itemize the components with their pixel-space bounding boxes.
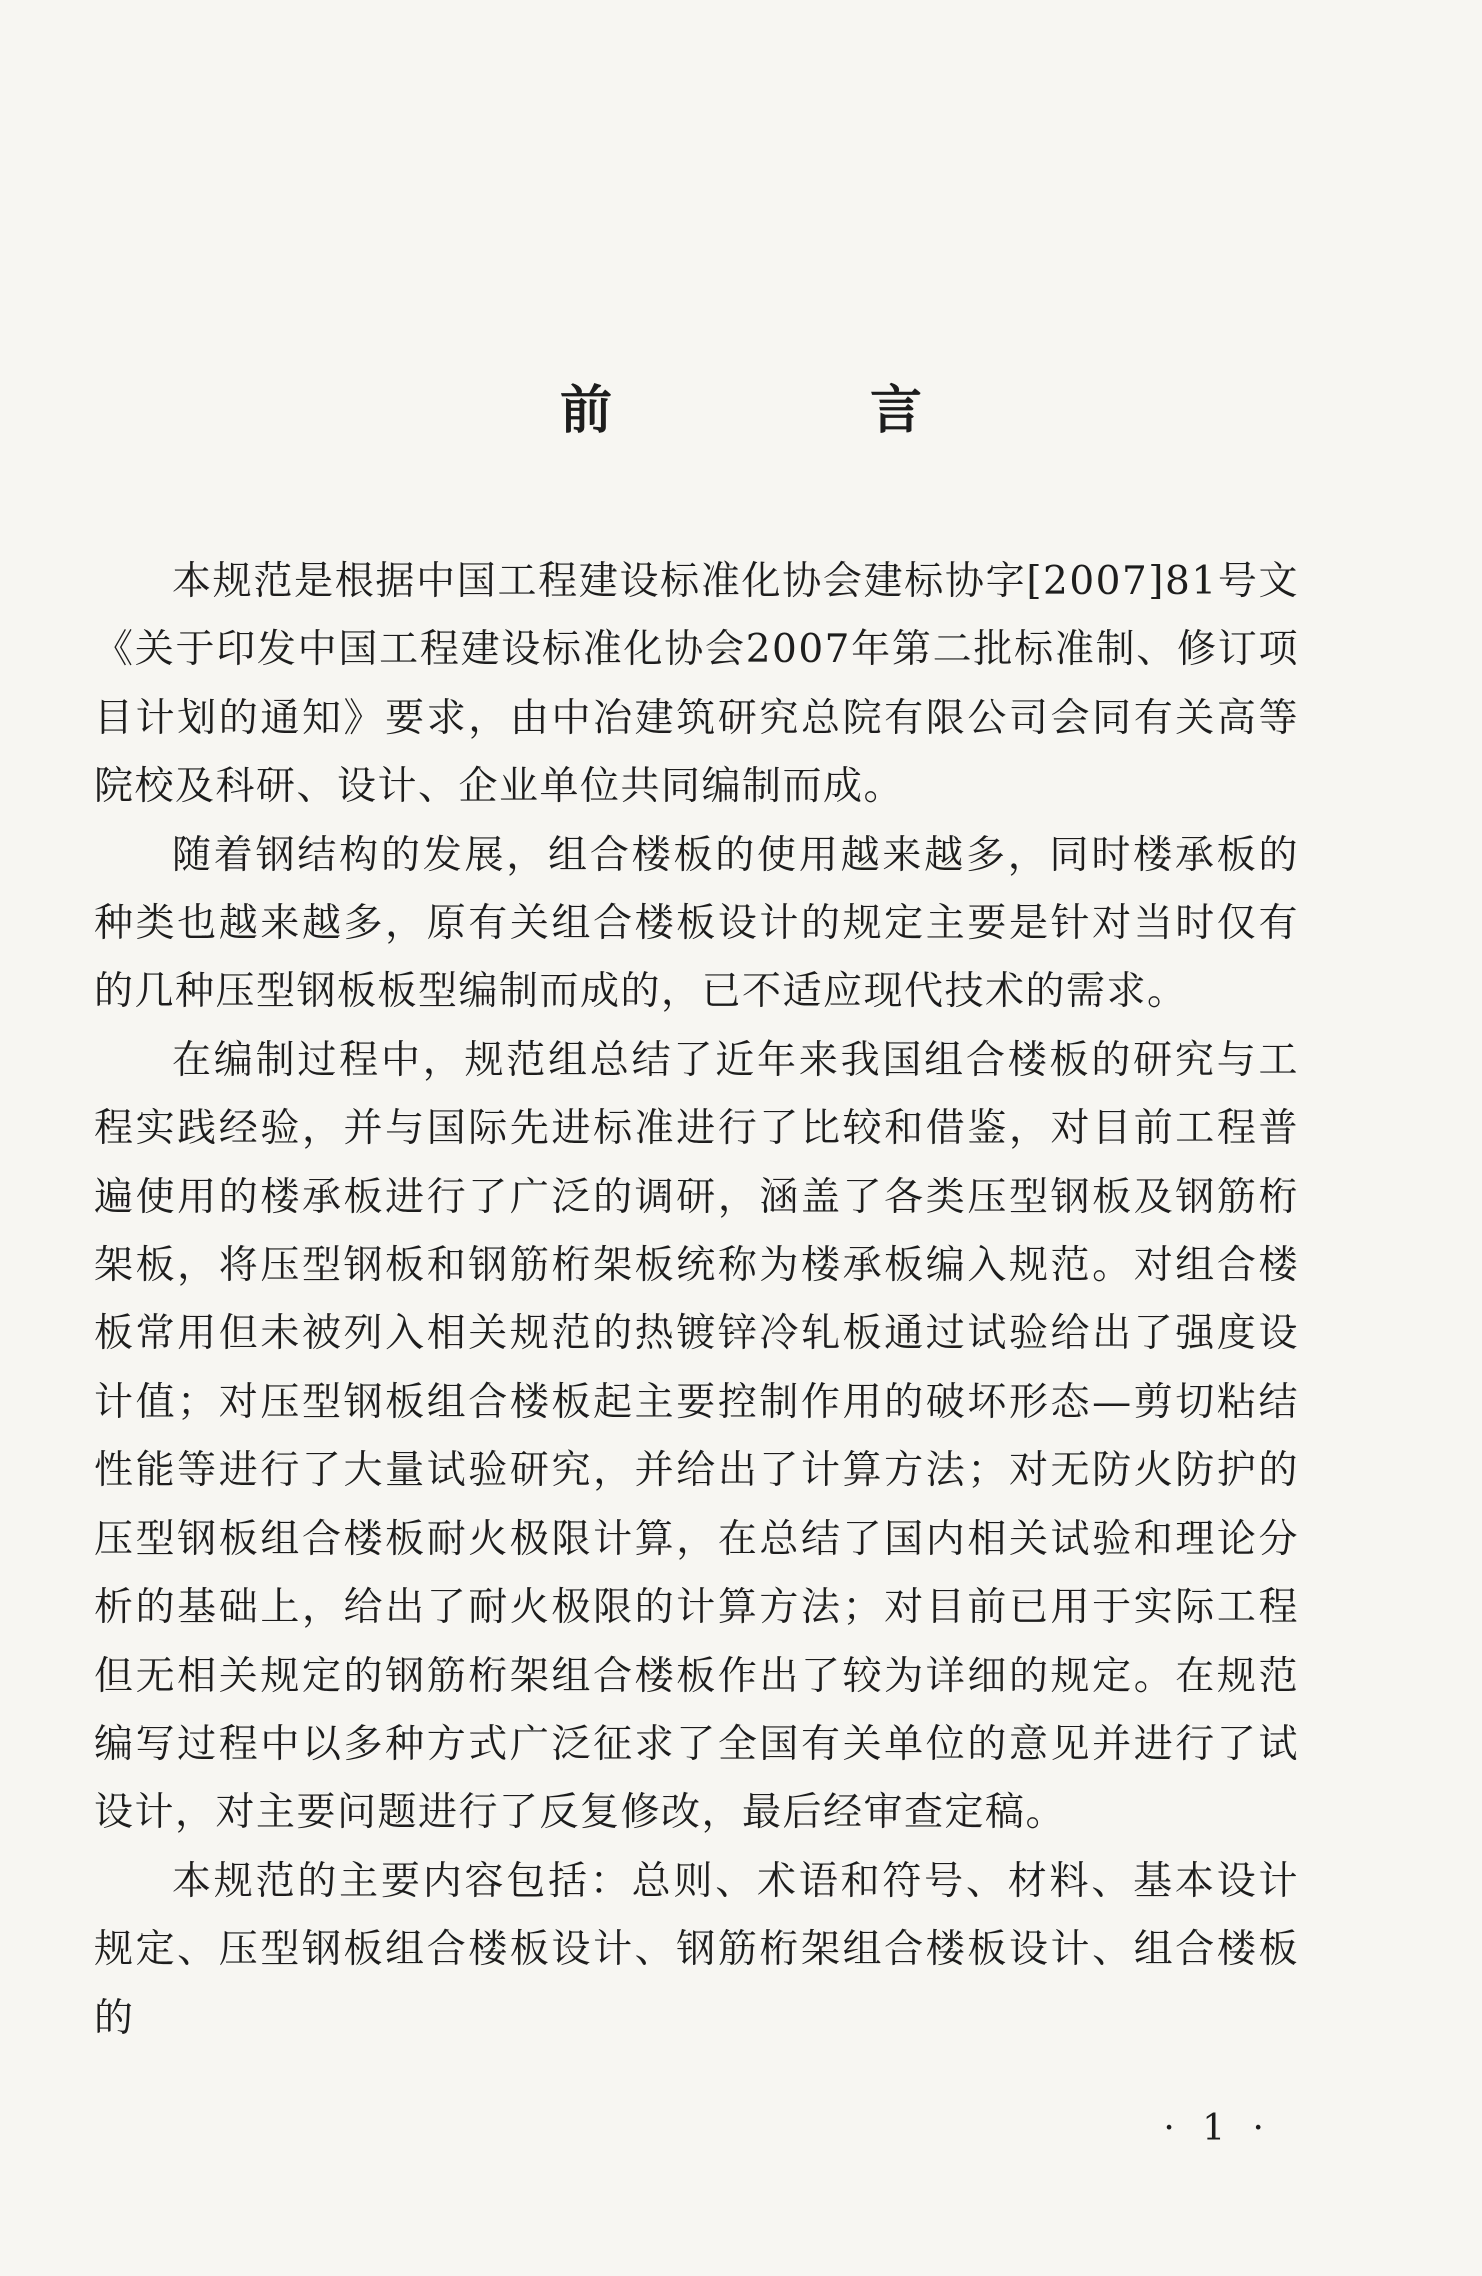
page-title: 前 言 [559,380,1043,441]
paragraph: 随着钢结构的发展，组合楼板的使用越来越多，同时楼承板的种类也越来越多，原有关组合楼板设计的规定主要是针对当时仅有的几种压型钢板板型编制而成的，已不适应现代技术的需求。 [94,832,1299,1015]
page-number: · 1 · [1163,2108,1272,2149]
paragraph: 本规范的主要内容包括：总则、术语和符号、材料、基本设计规定、压型钢板组合楼板设计、钢筋桁架组合楼板设计、组合楼板的 [94,1858,1299,2041]
body-text [94,548,1299,2053]
paragraph: 本规范是根据中国工程建设标准化协会建标协字[2007]81号文《关于印发中国工程建设标准化协会2007年第二批标准制、修订项目计划的通知》要求，由中冶建筑研究总院有限公司会同有关高等院校及科研、设计、企业单位共同编制而成。 [94,559,1299,810]
paragraph: 在编制过程中，规范组总结了近年来我国组合楼板的研究与工程实践经验，并与国际先进标准进行了比较和借鉴，对目前工程普遍使用的楼承板进行了广泛的调研，涵盖了各类压型钢板及钢筋桁架板，将压型钢板和钢筋桁架板统称为楼承板编入规范。对组合楼板常用但未被列入相关规范的热镀锌冷轧板通过试验给出了强度设计值；对压型钢板组合楼板起主要控制作用的破坏形态—剪切粘结性能等进行了大量试验研究，并给出了计算方法；对无防火防护的压型钢板组合楼板耐火极限计算，在总结了国内相关试验和理论分析的基础上，给出了耐火极限的计算方法；对目前已用于实际工程但无相关规定的钢筋桁架组合楼板作出了较为详细的规定。在规范编写过程中以多种方式广泛征求了全国有关单位的意见并进行了试设计，对主要问题进行了反复修改，最后经审查定稿。 [94,1037,1299,1836]
